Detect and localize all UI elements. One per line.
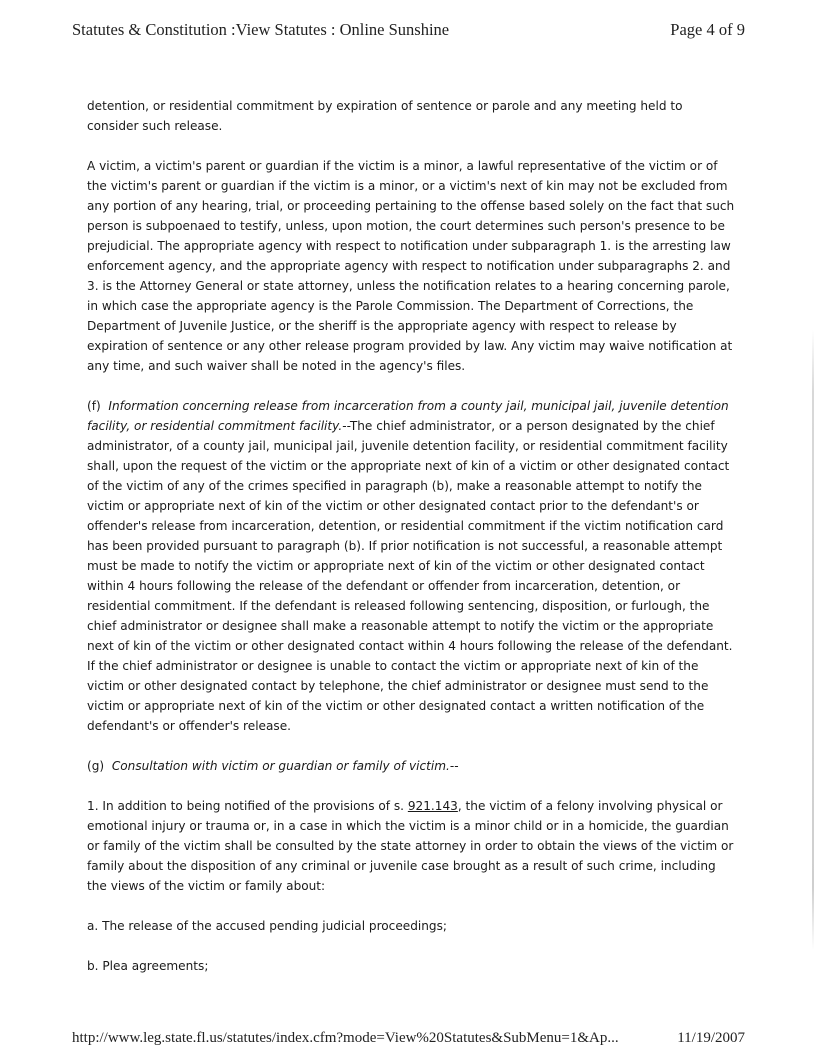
page-number: Page 4 of 9 (670, 20, 745, 39)
paragraph-g (87, 756, 737, 776)
paragraph-victim-exclusion: A victim, a victim's parent or guardian if the victim is a minor, a lawful representative of the victim or of the victim's parent or guardian if the victim is a minor, or a victim's next of kin may not be excluded from any portion of any hearing, trial, or proceeding pertaining to the offense based solely on the fact that such person is subpoenaed to testify, unless, upon motion, the court determines such person's presence to be prejudicial. The appropriate agency with respect to notification under subparagraph 1. is the arresting law enforcement agency, and the appropriate agency with respect to notification under subparagraphs 2. and 3. is the Attorney General or state attorney, unless the notification relates to a hearing concerning parole, in which case the appropriate agency is the Parole Commission. The Department of Corrections, the Department of Juvenile Justice, or the sheriff is the appropriate agency with respect to release by expiration of sentence or any other release program provided by law. Any victim may waive notification at any time, and such waiver shall be noted in the agency's files. (87, 159, 735, 373)
footer-url: http://www.leg.state.fl.us/statutes/index.cfm?mode=View%20Statutes&SubMenu=1&Ap... (72, 1030, 619, 1046)
paragraph-f-title: Information concerning release from incarceration from a county jail, municipal jail, juvenile detention facility, or residential commitment facility. (87, 399, 729, 433)
paragraph-g-number: (g) (87, 759, 105, 773)
scan-edge-rule (812, 330, 814, 950)
paragraph-g-title: Consultation with victim or guardian or family of victim. (111, 759, 450, 773)
paragraph-f-number: (f) (87, 399, 101, 413)
subparagraph-1-text: , the victim of a felony involving physical or emotional injury or trauma or, in a case in which the victim is a minor child or in a homicide, the guardian or family of the victim shall be consulted by the state attorney in order to obtain the views of the victim or family about the disposition of any criminal or juvenile case brought as a result of such crime, including the views of the victim or family about: (87, 799, 734, 893)
subparagraph-1-intro: 1. In addition to being notified of the provisions of s. (87, 799, 408, 813)
item-b: b. Plea agreements; (87, 959, 209, 973)
paragraph-release-meeting: detention, or residential commitment by expiration of sentence or parole and any meeting held to consider such release. (87, 99, 683, 133)
paragraph-f-text: --The chief administrator, or a person designated by the chief administrator, of a county jail, municipal jail, juvenile detention facility, or residential commitment facility shall, upon the request of the victim or the appropriate next of kin of a victim or other designated contact of the victim of any of the crimes specified in paragraph (b), make a reasonable attempt to notify the victim or appropriate next of kin of the victim or other designated contact prior to the defendant's or offender's release from incarceration, detention, or residential commitment if the victim notification card has been provided pursuant to paragraph (b). If prior notification is not successful, a reasonable attempt must be made to notify the victim or appropriate next of kin of the victim or other designated contact within 4 hours following the release of the defendant or offender from incarceration, detention, or residential commitment. If the defendant is released following sentencing, disposition, or furlough, the chief administrator or designee shall make a reasonable attempt to notify the victim or the appropriate next of kin of the victim or other designated contact within 4 hours following the release of the defendant. If the chief administrator or designee is unable to contact the victim or appropriate next of kin of the victim or other designated contact by telephone, the chief administrator or designee must send to the victim or appropriate next of kin of the victim or other designated contact a written notification of the defendant's or offender's release. (87, 419, 733, 733)
statute-body (87, 96, 737, 996)
paragraph-g-text: -- (449, 759, 459, 773)
paragraph-f (87, 396, 737, 736)
page-title: Statutes & Constitution :View Statutes : Online Sunshine (72, 20, 450, 39)
subparagraph-1 (87, 796, 737, 896)
footer-date: 11/19/2007 (677, 1030, 745, 1046)
page-header (72, 20, 745, 46)
page-footer (72, 1030, 745, 1052)
statute-link-921-143[interactable]: 921.143 (407, 799, 458, 813)
item-a: a. The release of the accused pending judicial proceedings; (87, 919, 447, 933)
